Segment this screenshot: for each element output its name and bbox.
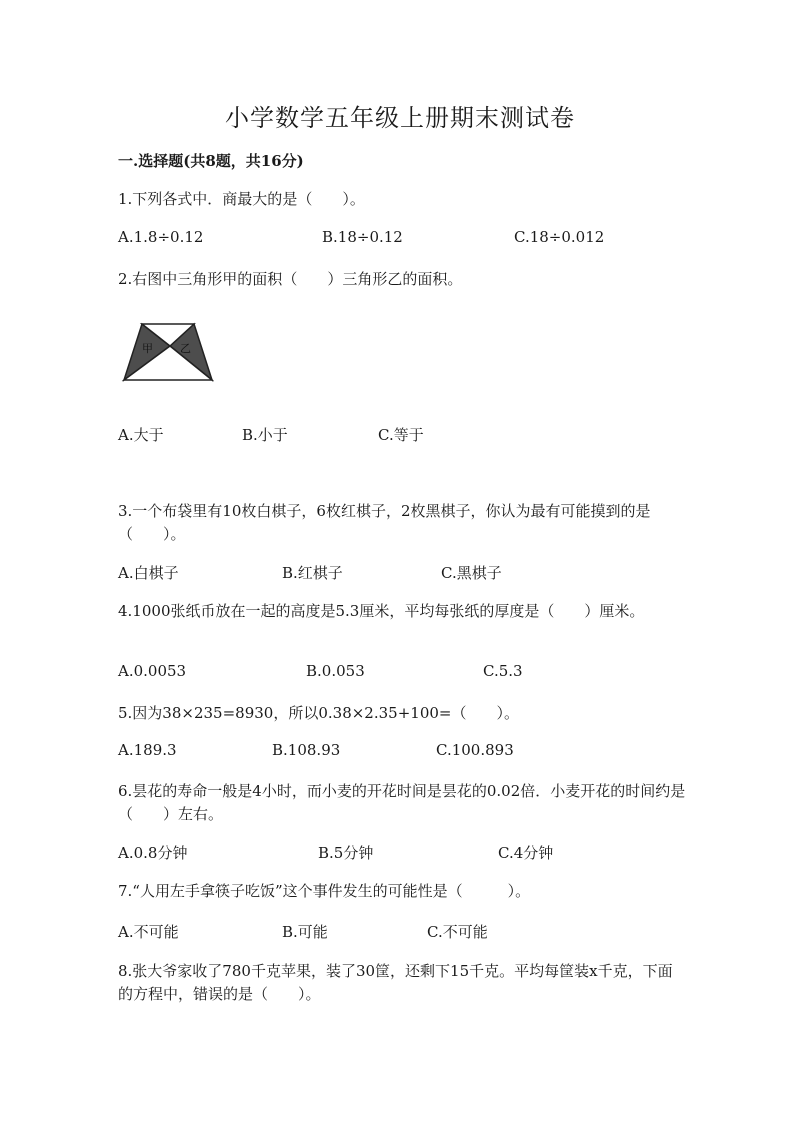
q3-option-c[interactable]: C.黑棋子 <box>441 564 502 582</box>
q2-option-b[interactable]: B.小于 <box>242 426 288 444</box>
label-jia: 甲 <box>142 342 153 355</box>
q5-option-a[interactable]: A.189.3 <box>118 741 177 759</box>
label-yi: 乙 <box>180 342 191 355</box>
q6-option-b[interactable]: B.5分钟 <box>318 844 374 862</box>
q3-option-b[interactable]: B.红棋子 <box>282 564 343 582</box>
q5-option-b[interactable]: B.108.93 <box>272 741 341 759</box>
question-3: 3.一个布袋里有10枚白棋子，6枚红棋子，2枚黑棋子，你认为最有可能摸到的是（ ）。 <box>118 502 651 543</box>
q6-option-c[interactable]: C.4分钟 <box>498 844 554 862</box>
question-8: 8.张大爷家收了780千克苹果，装了30筐，还剩下15千克。平均每筐装x千克，下面的方程中，错误的是（ ）。 <box>118 962 673 1003</box>
question-7: 7.“人用左手拿筷子吃饭”这个事件发生的可能性是（ ）。 <box>118 882 531 900</box>
q6-option-a[interactable]: A.0.8分钟 <box>118 844 188 862</box>
q1-option-b[interactable]: B.18÷0.12 <box>322 228 403 246</box>
q3-option-a[interactable]: A.白棋子 <box>118 564 179 582</box>
q7-option-c[interactable]: C.不可能 <box>427 923 488 941</box>
q4-option-b[interactable]: B.0.053 <box>306 662 365 680</box>
page-title: 小学数学五年级上册期末测试卷 <box>225 104 575 132</box>
q2-option-c[interactable]: C.等于 <box>378 426 424 444</box>
q2-option-a[interactable]: A.大于 <box>118 426 164 444</box>
q4-option-a[interactable]: A.0.0053 <box>118 662 187 680</box>
q4-option-c[interactable]: C.5.3 <box>483 662 523 680</box>
q7-option-a[interactable]: A.不可能 <box>118 923 179 941</box>
question-5: 5.因为38×235=8930，所以0.38×2.35+100=（ ）。 <box>118 704 519 722</box>
section-heading: 一.选择题(共8题，共16分) <box>118 152 304 170</box>
question-4: 4.1000张纸币放在一起的高度是5.3厘米，平均每张纸的厚度是（ ）厘米。 <box>118 602 645 620</box>
question-2: 2.右图中三角形甲的面积（ ）三角形乙的面积。 <box>118 270 463 288</box>
question-1: 1.下列各式中．商最大的是（ ）。 <box>118 190 365 208</box>
question-6: 6.昙花的寿命一般是4小时，而小麦的开花时间是昙花的0.02倍．小麦开花的时间约是（ ）左右。 <box>118 782 686 823</box>
q7-option-b[interactable]: B.可能 <box>282 923 328 941</box>
q1-option-c[interactable]: C.18÷0.012 <box>514 228 605 246</box>
q1-option-a[interactable]: A.1.8÷0.12 <box>118 228 204 246</box>
q5-option-c[interactable]: C.100.893 <box>436 741 514 759</box>
triangles-figure <box>120 318 216 384</box>
